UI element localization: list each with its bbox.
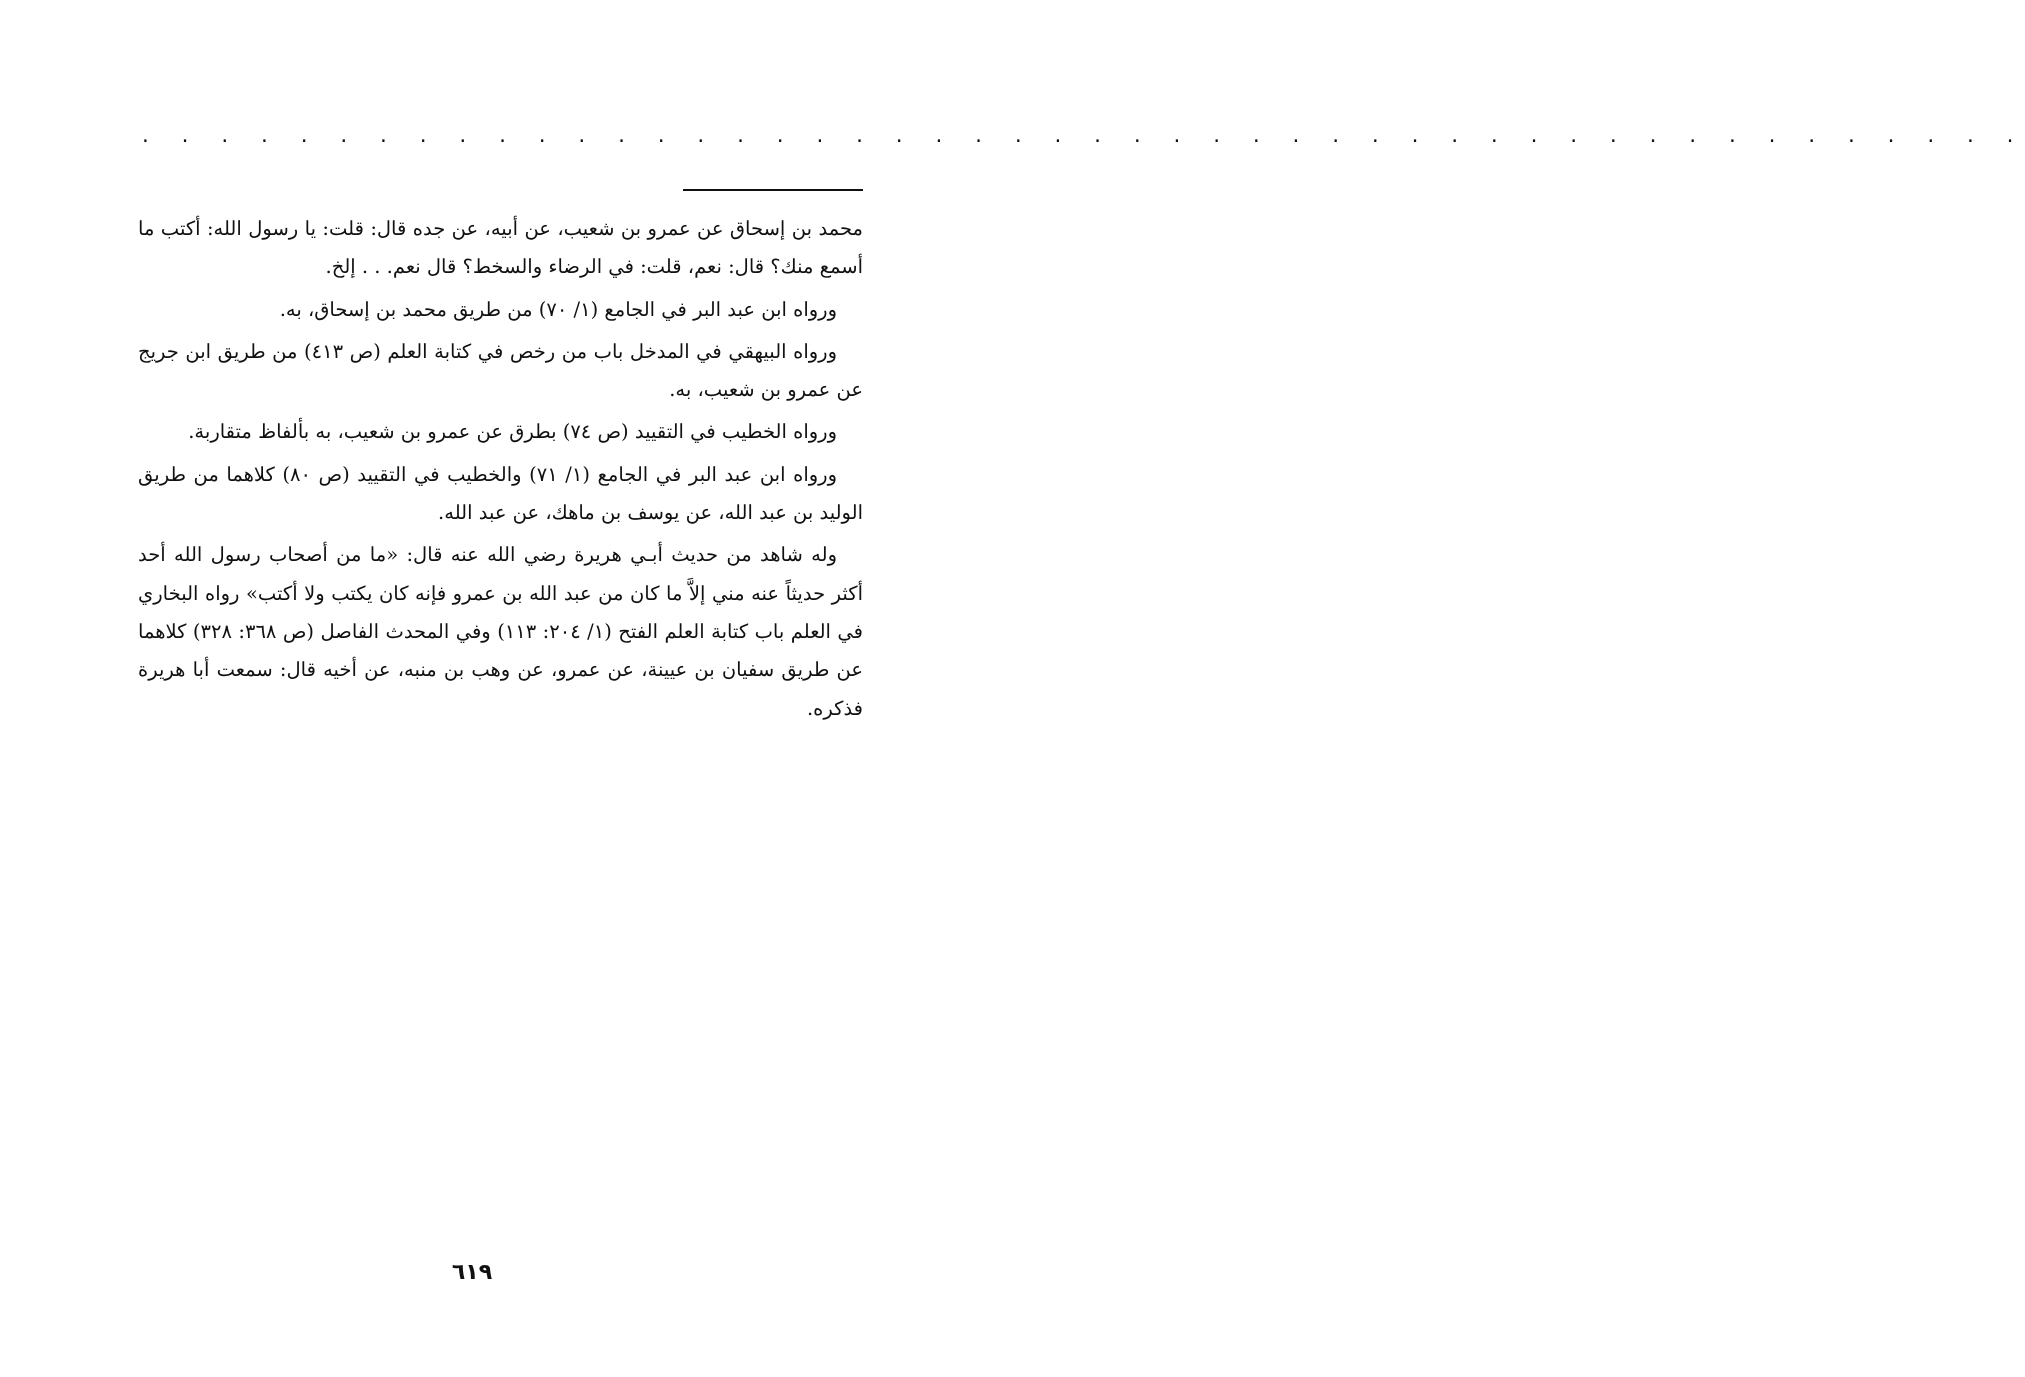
footnote-paragraph: ورواه الخطيب في التقييد (ص ٧٤) بطرق عن عمرو بن شعيب، به بألفاظ متقاربة. (188, 420, 837, 444)
footnote-block (138, 210, 863, 732)
footnote-paragraph: ورواه ابن عبد البر في الجامع (١/ ٧٠) من طريق محمد بن إسحاق، به. (279, 297, 837, 321)
footnote-paragraph: وله شاهد من حديث أبـي هريرة رضي الله عنه قال: «ما من أصحاب رسول الله أحد أكثر حديثاً عنه مني إلاَّ ما كان من عبد الله بن عمرو فإنه كان يكتب ولا أكتب» رواه البخاري في العلم باب كتابة العلم الفتح (١/ ٢٠٤: ١١٣) وفي المحدث الفاصل (ص ٣٦٨: ٣٢٨) كلاهما عن طريق سفيان بن عيينة، عن عمرو، عن وهب بن منبه، عن أخيه قال: سمعت أبا هريرة فذكره. (138, 543, 863, 720)
page-number: ٦١٩ (451, 1260, 493, 1285)
footnote-paragraph: محمد بن إسحاق عن عمرو بن شعيب، عن أبيه، عن جده قال: قلت: يا رسول الله: أكتب ما أسمع منك؟ قال: نعم، قلت: في الرضاء والسخط؟ قال نعم. . . إلخ. (138, 217, 863, 279)
footnote-paragraph: ورواه ابن عبد البر في الجامع (١/ ٧١) والخطيب في التقييد (ص ٨٠) كلاهما من طريق الوليد بن عبد الله، عن يوسف بن ماهك، عن عبد الله. (138, 462, 863, 525)
footnote-rule (683, 189, 863, 191)
footnote-paragraph: ورواه البيهقي في المدخل باب من رخص في كتابة العلم (ص ٤١٣) من طريق ابن جريج عن عمرو بن شعيب، به. (138, 339, 863, 402)
separator-dots: . . . . . . . . . . . . . . . . . . . . . . . . . . . . . . . . . . . . . . . . . . . . . . . . (140, 126, 2025, 147)
